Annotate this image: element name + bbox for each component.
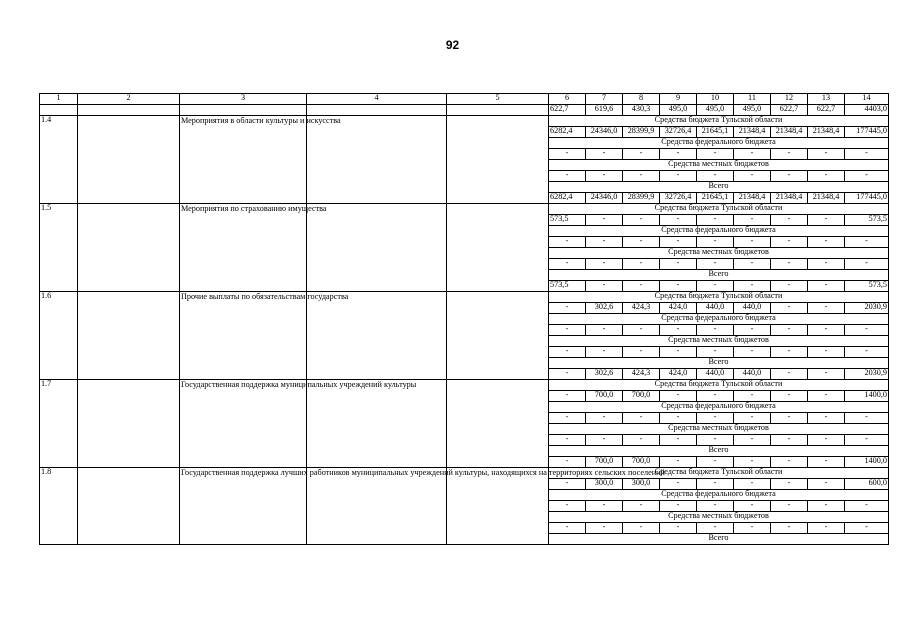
value-cell: 619,6	[586, 105, 623, 116]
column-header-8: 8	[623, 94, 660, 105]
funding-source-label: Средства бюджета Тульской области	[549, 468, 889, 479]
value-cell: -	[586, 149, 623, 160]
value-cell: -	[771, 391, 808, 402]
section-title: Мероприятия по страхованию имущества	[180, 204, 307, 292]
value-cell: 424,3	[623, 369, 660, 380]
value-cell: -	[771, 215, 808, 226]
value-cell: -	[771, 479, 808, 490]
funding-source-label: Средства бюджета Тульской области	[549, 380, 889, 391]
value-cell: 24346,0	[586, 127, 623, 138]
value-cell: -	[734, 501, 771, 512]
value-cell: -	[771, 523, 808, 534]
value-cell: 21645,1	[697, 127, 734, 138]
value-cell: -	[771, 259, 808, 270]
funding-source-label: Средства местных бюджетов	[549, 160, 889, 171]
section-number: 1.4	[40, 116, 78, 204]
value-cell: -	[623, 413, 660, 424]
section-col-2	[78, 292, 180, 380]
value-cell: -	[586, 259, 623, 270]
value-cell: -	[549, 347, 586, 358]
value-cell: -	[549, 259, 586, 270]
funding-source-label: Средства местных бюджетов	[549, 424, 889, 435]
value-cell: -	[734, 325, 771, 336]
value-cell: 573,5	[845, 281, 889, 292]
value-cell: -	[549, 435, 586, 446]
empty-cell	[40, 105, 78, 116]
column-header-14: 14	[845, 94, 889, 105]
value-cell: -	[623, 501, 660, 512]
value-cell: -	[697, 215, 734, 226]
value-cell: 32726,4	[660, 127, 697, 138]
value-cell: -	[734, 281, 771, 292]
column-header-9: 9	[660, 94, 697, 105]
value-cell: 300,0	[586, 479, 623, 490]
section-title: Государственная поддержка муниципальных учреждений культуры	[180, 380, 307, 468]
funding-source-label: Средства бюджета Тульской области	[549, 204, 889, 215]
value-cell: 440,0	[734, 303, 771, 314]
value-cell: -	[549, 325, 586, 336]
value-cell: -	[697, 413, 734, 424]
value-cell: -	[808, 149, 845, 160]
value-cell: -	[660, 259, 697, 270]
value-cell: 21348,4	[808, 193, 845, 204]
value-cell: -	[808, 369, 845, 380]
value-cell: -	[845, 259, 889, 270]
value-cell: 177445,0	[845, 193, 889, 204]
value-cell: -	[549, 303, 586, 314]
value-cell: -	[660, 281, 697, 292]
value-cell: 21348,4	[808, 127, 845, 138]
value-cell: 21348,4	[771, 193, 808, 204]
value-cell: -	[697, 501, 734, 512]
value-cell: 600,0	[845, 479, 889, 490]
value-cell: -	[734, 237, 771, 248]
section-col-2	[78, 116, 180, 204]
section-col-5	[447, 468, 549, 545]
value-cell: -	[734, 479, 771, 490]
value-cell: -	[734, 523, 771, 534]
funding-source-label: Всего	[549, 182, 889, 193]
funding-source-label: Средства бюджета Тульской области	[549, 116, 889, 127]
value-cell: -	[623, 215, 660, 226]
value-cell: 573,5	[549, 281, 586, 292]
value-cell: 424,0	[660, 303, 697, 314]
funding-source-label: Средства федерального бюджета	[549, 138, 889, 149]
value-cell: -	[623, 171, 660, 182]
section-col-4	[307, 468, 447, 545]
value-cell: -	[808, 479, 845, 490]
value-cell: -	[586, 501, 623, 512]
value-cell: -	[586, 215, 623, 226]
empty-cell	[180, 105, 307, 116]
value-cell: -	[549, 413, 586, 424]
funding-source-label: Средства федерального бюджета	[549, 314, 889, 325]
value-cell: -	[771, 303, 808, 314]
value-cell: -	[771, 149, 808, 160]
value-cell: 622,7	[808, 105, 845, 116]
value-cell: -	[623, 523, 660, 534]
funding-source-label: Всего	[549, 270, 889, 281]
value-cell: 6282,4	[549, 127, 586, 138]
value-cell: -	[697, 391, 734, 402]
value-cell: -	[586, 435, 623, 446]
value-cell: -	[808, 435, 845, 446]
value-cell: -	[808, 413, 845, 424]
section-title: Мероприятия в области культуры и искусства	[180, 116, 307, 204]
value-cell: 4403,0	[845, 105, 889, 116]
value-cell: -	[771, 413, 808, 424]
value-cell: 440,0	[734, 369, 771, 380]
value-cell: 1400,0	[845, 457, 889, 468]
value-cell: -	[660, 457, 697, 468]
value-cell: -	[697, 237, 734, 248]
value-cell: -	[660, 171, 697, 182]
value-cell: -	[623, 149, 660, 160]
source-label-row	[40, 204, 889, 215]
value-cell: -	[734, 259, 771, 270]
value-cell: 6282,4	[549, 193, 586, 204]
value-cell: 177445,0	[845, 127, 889, 138]
value-cell: -	[771, 325, 808, 336]
column-header-3: 3	[180, 94, 307, 105]
column-header-1: 1	[40, 94, 78, 105]
value-cell: 700,0	[623, 457, 660, 468]
value-cell: -	[808, 237, 845, 248]
value-cell: -	[697, 523, 734, 534]
value-cell: -	[549, 479, 586, 490]
value-cell: -	[660, 413, 697, 424]
column-header-13: 13	[808, 94, 845, 105]
value-cell: -	[660, 479, 697, 490]
column-header-10: 10	[697, 94, 734, 105]
column-header-row	[40, 94, 889, 105]
section-col-5	[447, 204, 549, 292]
value-cell: -	[623, 237, 660, 248]
value-cell: -	[734, 149, 771, 160]
value-cell: -	[734, 391, 771, 402]
value-cell: -	[845, 435, 889, 446]
value-cell: -	[697, 479, 734, 490]
funding-source-label: Средства федерального бюджета	[549, 226, 889, 237]
value-cell: 622,7	[549, 105, 586, 116]
value-cell: -	[549, 171, 586, 182]
funding-source-label: Всего	[549, 358, 889, 369]
funding-source-label: Средства федерального бюджета	[549, 490, 889, 501]
column-header-11: 11	[734, 94, 771, 105]
value-cell: 495,0	[697, 105, 734, 116]
source-label-row	[40, 468, 889, 479]
value-cell: -	[845, 413, 889, 424]
section-col-4	[307, 204, 447, 292]
value-cell: -	[660, 501, 697, 512]
section-col-2	[78, 380, 180, 468]
funding-source-label: Всего	[549, 446, 889, 457]
section-col-4	[307, 116, 447, 204]
value-cell: -	[549, 149, 586, 160]
value-cell: -	[549, 391, 586, 402]
funding-source-label: Средства местных бюджетов	[549, 512, 889, 523]
value-cell: -	[808, 259, 845, 270]
value-cell: -	[808, 215, 845, 226]
budget-table-body	[40, 94, 889, 545]
value-cell: -	[808, 347, 845, 358]
section-number: 1.7	[40, 380, 78, 468]
value-cell: -	[549, 457, 586, 468]
value-cell: 622,7	[771, 105, 808, 116]
value-cell: -	[771, 237, 808, 248]
value-cell: -	[845, 237, 889, 248]
value-cell: 700,0	[586, 457, 623, 468]
value-cell: -	[808, 325, 845, 336]
value-cell: -	[660, 523, 697, 534]
value-cell: -	[845, 347, 889, 358]
value-cell: 21348,4	[734, 193, 771, 204]
value-cell: 28399,9	[623, 193, 660, 204]
section-col-5	[447, 380, 549, 468]
value-cell: 424,3	[623, 303, 660, 314]
value-cell: -	[697, 149, 734, 160]
value-cell: 440,0	[697, 303, 734, 314]
section-title: Прочие выплаты по обязательствам государства	[180, 292, 307, 380]
value-cell: -	[771, 347, 808, 358]
value-cell: -	[697, 325, 734, 336]
section-col-4	[307, 380, 447, 468]
value-cell: -	[549, 523, 586, 534]
value-cell: -	[771, 457, 808, 468]
value-cell: 2030,9	[845, 369, 889, 380]
value-cell: 21645,1	[697, 193, 734, 204]
value-cell: -	[734, 413, 771, 424]
value-cell: 28399,9	[623, 127, 660, 138]
value-cell: -	[697, 347, 734, 358]
value-cell: -	[697, 259, 734, 270]
column-header-7: 7	[586, 94, 623, 105]
value-cell: -	[549, 237, 586, 248]
value-cell: 302,6	[586, 303, 623, 314]
value-cell: -	[734, 457, 771, 468]
value-cell: -	[586, 523, 623, 534]
empty-cell	[447, 105, 549, 116]
column-header-5: 5	[447, 94, 549, 105]
value-cell: -	[845, 171, 889, 182]
value-cell: -	[549, 369, 586, 380]
value-cell: 21348,4	[771, 127, 808, 138]
column-header-6: 6	[549, 94, 586, 105]
value-cell: -	[586, 281, 623, 292]
value-cell: 24346,0	[586, 193, 623, 204]
value-cell: -	[697, 171, 734, 182]
column-header-4: 4	[307, 94, 447, 105]
value-cell: -	[845, 523, 889, 534]
funding-source-label: Всего	[549, 534, 889, 545]
value-cell: -	[808, 281, 845, 292]
column-header-2: 2	[78, 94, 180, 105]
value-cell: -	[660, 347, 697, 358]
empty-cell	[307, 105, 447, 116]
value-cell: -	[808, 391, 845, 402]
value-cell: 495,0	[734, 105, 771, 116]
empty-cell	[78, 105, 180, 116]
section-number: 1.6	[40, 292, 78, 380]
value-cell: 430,3	[623, 105, 660, 116]
value-cell: -	[771, 435, 808, 446]
value-cell: 495,0	[660, 105, 697, 116]
section-col-4	[307, 292, 447, 380]
value-cell: 21348,4	[734, 127, 771, 138]
budget-table	[39, 93, 889, 545]
value-cell: -	[808, 501, 845, 512]
value-cell: -	[845, 501, 889, 512]
value-cell: -	[586, 413, 623, 424]
section-col-2	[78, 204, 180, 292]
value-cell: -	[734, 215, 771, 226]
value-cell: -	[771, 501, 808, 512]
value-cell: -	[808, 457, 845, 468]
value-cell: -	[586, 171, 623, 182]
value-cell: 573,5	[549, 215, 586, 226]
value-cell: 302,6	[586, 369, 623, 380]
value-cell: -	[623, 435, 660, 446]
value-cell: -	[697, 281, 734, 292]
value-cell: 32726,4	[660, 193, 697, 204]
value-cell: 2030,9	[845, 303, 889, 314]
value-cell: -	[771, 171, 808, 182]
section-col-2	[78, 468, 180, 545]
value-cell: -	[771, 369, 808, 380]
value-cell: 700,0	[586, 391, 623, 402]
page-number: 92	[445, 38, 460, 52]
source-label-row	[40, 292, 889, 303]
source-label-row	[40, 116, 889, 127]
carry-over-row	[40, 105, 889, 116]
section-col-5	[447, 292, 549, 380]
section-number: 1.5	[40, 204, 78, 292]
value-cell: -	[808, 303, 845, 314]
funding-source-label: Средства федерального бюджета	[549, 402, 889, 413]
value-cell: -	[549, 501, 586, 512]
value-cell: -	[586, 325, 623, 336]
value-cell: -	[623, 281, 660, 292]
value-cell: 440,0	[697, 369, 734, 380]
source-label-row	[40, 380, 889, 391]
value-cell: -	[771, 281, 808, 292]
value-cell: -	[660, 237, 697, 248]
value-cell: -	[660, 149, 697, 160]
value-cell: -	[734, 435, 771, 446]
value-cell: 700,0	[623, 391, 660, 402]
funding-source-label: Средства местных бюджетов	[549, 336, 889, 347]
value-cell: -	[660, 215, 697, 226]
value-cell: -	[623, 325, 660, 336]
value-cell: 573,5	[845, 215, 889, 226]
value-cell: -	[586, 237, 623, 248]
value-cell: -	[808, 171, 845, 182]
value-cell: -	[697, 457, 734, 468]
section-title: Государственная поддержка лучших работников муниципальных учреждений культуры, находящихся на территориях сельских поселений	[180, 468, 307, 545]
funding-source-label: Средства бюджета Тульской области	[549, 292, 889, 303]
value-cell: -	[660, 391, 697, 402]
value-cell: -	[697, 435, 734, 446]
section-number: 1.8	[40, 468, 78, 545]
value-cell: -	[808, 523, 845, 534]
value-cell: -	[734, 171, 771, 182]
value-cell: 300,0	[623, 479, 660, 490]
value-cell: -	[660, 435, 697, 446]
value-cell: -	[734, 347, 771, 358]
value-cell: -	[586, 347, 623, 358]
value-cell: 424,0	[660, 369, 697, 380]
section-col-5	[447, 116, 549, 204]
funding-source-label: Средства местных бюджетов	[549, 248, 889, 259]
value-cell: -	[623, 259, 660, 270]
value-cell: -	[623, 347, 660, 358]
value-cell: 1400,0	[845, 391, 889, 402]
column-header-12: 12	[771, 94, 808, 105]
value-cell: -	[845, 149, 889, 160]
value-cell: -	[845, 325, 889, 336]
value-cell: -	[660, 325, 697, 336]
